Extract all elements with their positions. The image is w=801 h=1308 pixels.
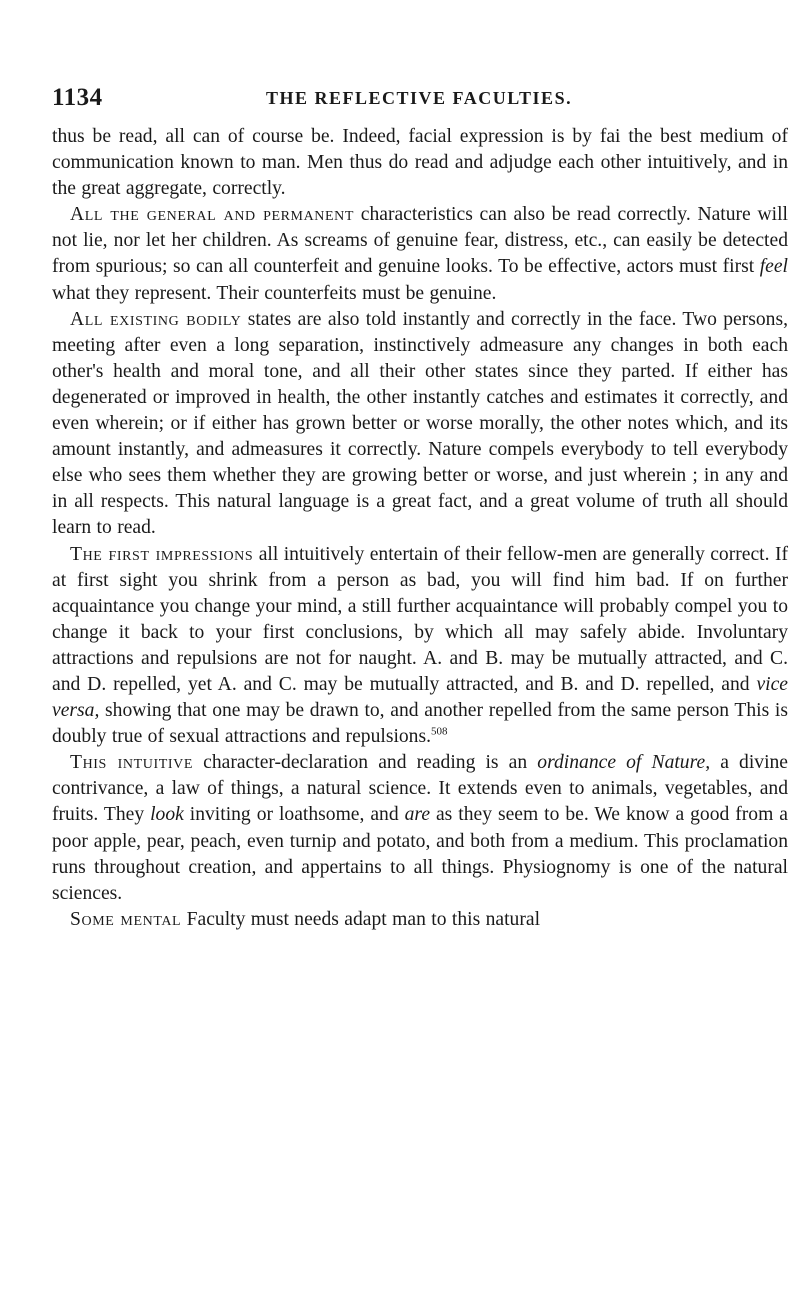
text-segment-italic: are [404, 804, 431, 826]
text-segment: thus be read, all can of course be. Indeed, facial expression is by fai the best medium of communication known to man. Men thus do read and adjudge each other intuitively, and in the great aggregate, correctly. [52, 126, 788, 200]
text-segment: character-declaration and reading is an [193, 752, 538, 774]
paragraph [52, 750, 788, 907]
text-segment-italic: feel [759, 256, 788, 278]
book-page [52, 84, 788, 933]
text-segment: showing that one may be drawn to, and another repelled from the same person This is doubly true of sexual attractions and repulsions. [52, 700, 788, 748]
text-segment-italic: vice versa, [52, 673, 788, 722]
text-segment: a divine contrivance, a law of things, a natural science. It extends even to animals, vegetables, and fruits. They [52, 752, 789, 826]
paragraph [52, 907, 788, 933]
paragraph-lead: The first impressions [70, 543, 254, 565]
footnote-reference: 508 [431, 725, 448, 738]
paragraph [52, 202, 788, 306]
paragraph [52, 542, 788, 751]
paragraph [52, 307, 788, 542]
text-segment: what they represent. Their counterfeits must be genuine. [52, 282, 497, 304]
running-title: THE REFLECTIVE FACULTIES. [266, 88, 573, 108]
text-segment: inviting or loathsome, and [183, 804, 405, 826]
page-header [52, 84, 788, 118]
paragraph-lead: Some mental [70, 908, 182, 930]
paragraph-lead: All existing bodily [70, 308, 242, 330]
body-text [52, 124, 788, 933]
text-segment: characteristics can also be read correctly. Nature will not lie, nor let her children. As screams of genuine fear, distress, etc., can easily be detected from spurious; so can all counterfeit and genuine looks. To be effective, actors must first [52, 204, 788, 278]
text-segment-italic: look [150, 804, 184, 826]
text-segment: Faculty must needs adapt man to this natural [181, 908, 541, 930]
paragraph [52, 124, 788, 202]
text-segment: all intuitively entertain of their fellow-men are generally correct. If at first sight you shrink from a person as bad, you will find him bad. If on further acquaintance you change your mind, a still further acquaintance will probably compel you to change it back to your first conclusions, by which all may safely abide. Involuntary attractions and repulsions are not for naught. A. and B. may be mutually attracted, and C. and D. repelled, yet A. and C. may be mutually attracted, and B. and D. repelled, and [52, 543, 788, 695]
page-number: 1134 [52, 84, 103, 111]
text-segment: as they seem to be. We know a good from a poor apple, pear, peach, even turnip and potato, and both from a medium. This proclamation runs throughout creation, and appertains to all things. Physiognomy is one of the natural sciences. [52, 804, 788, 904]
text-segment-italic: ordinance of Nature, [537, 752, 711, 774]
text-segment: states are also told instantly and correctly in the face. Two persons, meeting after even a long separation, instinctively admeasure any changes in both each other's health and moral tone, and all their other states since they parted. If either has degenerated or improved in health, the other instantly catches and estimates it correctly, and even wherein; or if either has grown better or worse morally, the other notes which, and its amount instantly, and admeasures it correctly. Nature compels everybody to tell everybody else who sees them whether they are growing better or worse, and just wherein ; in any and in all respects. This natural language is a great fact, and a great volume of truth all should learn to read. [52, 308, 788, 539]
paragraph-lead: All the general and permanent [70, 204, 355, 226]
paragraph-lead: This intuitive [70, 752, 194, 774]
